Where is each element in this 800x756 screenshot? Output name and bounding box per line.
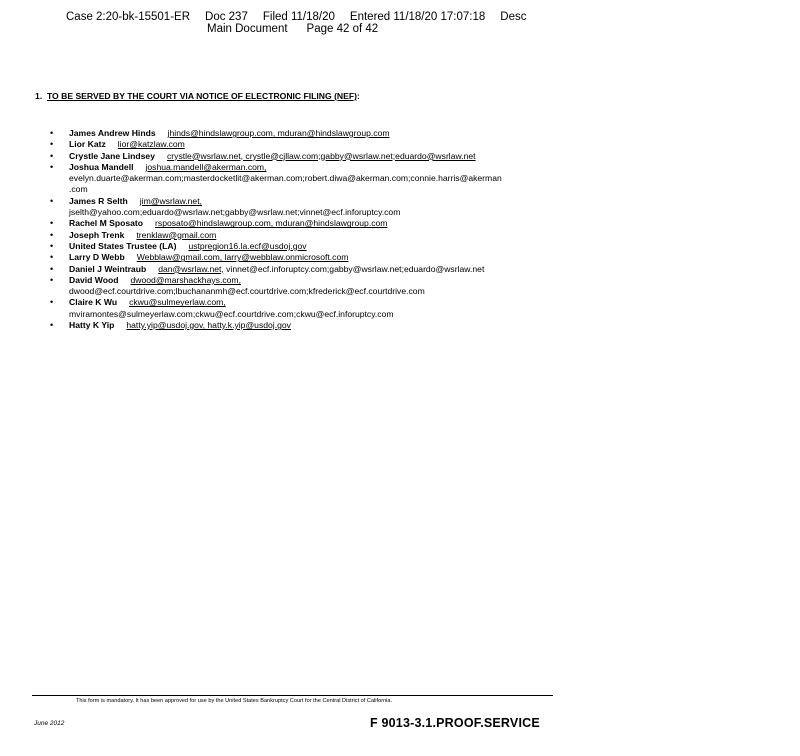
form-number: F 9013-3.1.PROOF.SERVICE — [370, 716, 540, 730]
bullet-icon: • — [50, 128, 54, 138]
party-emails[interactable]: ustpregion16.la.ecf@usdoj.gov — [188, 240, 307, 251]
party-emails[interactable]: Webblaw@gmail.com, larry@webblaw.onmicrosoft.com — [136, 252, 349, 263]
party-emails-continued: jselth@yahoo.com;eduardo@wsrlaw.net;gabby@wsrlaw.net;vinnet@ecf.inforuptcy.com — [69, 207, 401, 218]
party-name: Hatty K Yip — [69, 320, 115, 331]
party-emails-continued: mviramontes@sulmeyerlaw.com;ckwu@ecf.courtdrive.com;ckwu@ecf.inforuptcy.com — [69, 308, 394, 319]
party-name: James Andrew Hinds — [69, 128, 156, 138]
service-list-item — [48, 162, 558, 196]
party-emails[interactable]: crystle@wsrlaw.net, crystle@cjllaw.com;gabby@wsrlaw.net;eduardo@wsrlaw.net — [166, 150, 476, 161]
bullet-icon: • — [50, 263, 54, 274]
service-list-item — [48, 297, 558, 320]
party-emails-tail: vinnet@ecf.inforuptcy.com;gabby@wsrlaw.net;eduardo@wsrlaw.net — [226, 263, 485, 274]
party-emails[interactable]: lior@katzlaw.com — [117, 139, 185, 150]
party-emails-continued: dwood@ecf.courtdrive.com;lbuchananmh@ecf.courtdrive.com;kfrederick@ecf.courtdrive.com — [69, 286, 425, 297]
service-list-item — [48, 320, 558, 331]
bullet-icon: • — [50, 150, 54, 161]
party-emails[interactable]: jhinds@hindslawgroup.com, mduran@hindslawgroup.com — [167, 128, 390, 138]
service-list-item — [48, 230, 558, 241]
case-header-line2 — [207, 23, 378, 36]
case-number: Case 2:20-bk-15501-ER — [66, 11, 191, 23]
service-list-item — [48, 196, 558, 219]
bullet-icon: • — [50, 229, 54, 240]
section-title: TO BE SERVED BY THE COURT VIA NOTICE OF ELECTRONIC FILING (NEF) — [46, 91, 357, 101]
footer-date: June 2012 — [34, 720, 65, 727]
party-emails[interactable]: rsposato@hindslawgroup.com, mduran@hindslawgroup.com — [155, 218, 388, 229]
service-list-item — [48, 139, 558, 150]
party-emails[interactable]: joshua.mandell@akerman.com, — [145, 161, 267, 172]
party-emails[interactable]: jim@wsrlaw.net, — [139, 195, 202, 206]
filed-date: Filed 11/18/20 — [262, 11, 335, 23]
party-emails[interactable]: ckwu@sulmeyerlaw.com, — [129, 297, 226, 308]
desc-label: Desc — [500, 11, 527, 23]
bullet-icon: • — [50, 320, 54, 331]
service-list-item — [48, 218, 558, 229]
bullet-icon: • — [50, 274, 54, 285]
party-emails-continued-2: .com — [69, 184, 88, 195]
main-document-label: Main Document — [207, 23, 288, 35]
party-name: Larry D Webb — [69, 252, 125, 263]
service-list-item — [48, 151, 558, 162]
bullet-icon: • — [50, 139, 54, 150]
party-emails[interactable]: dan@wsrlaw.net, — [158, 263, 224, 274]
party-name: United States Trustee (LA) — [69, 240, 177, 251]
party-name: David Wood — [69, 274, 119, 285]
party-name: Crystle Jane Lindsey — [69, 150, 155, 161]
service-list — [48, 128, 558, 331]
party-name: Lior Katz — [69, 139, 106, 150]
page-number: Page 42 of 42 — [306, 23, 379, 35]
bullet-icon: • — [50, 297, 54, 308]
party-emails[interactable]: trenklaw@gmail.com — [136, 229, 217, 240]
service-list-item — [48, 275, 558, 298]
party-name: James R Selth — [69, 195, 128, 206]
section-suffix: : — [356, 91, 360, 101]
bullet-icon: • — [50, 252, 54, 263]
party-emails[interactable]: hatty.yip@usdoj.gov, hatty.k.yip@usdoj.gov — [126, 320, 291, 331]
footer-divider — [32, 695, 553, 696]
party-name: Daniel J Weintraub — [69, 263, 147, 274]
section-heading — [35, 91, 360, 101]
service-list-item — [48, 264, 558, 275]
doc-number: Doc 237 — [205, 11, 248, 23]
party-name: Rachel M Sposato — [69, 218, 144, 229]
service-list-item — [48, 128, 558, 139]
service-list-item — [48, 241, 558, 252]
party-name: Claire K Wu — [69, 297, 118, 308]
bullet-icon: • — [50, 195, 54, 206]
party-emails-continued: evelyn.duarte@akerman.com;masterdocketlit@akerman.com;robert.diwa@akerman.com;connie.harris@akerman — [69, 173, 502, 184]
service-list-item — [48, 252, 558, 263]
bullet-icon: • — [50, 218, 54, 229]
party-name: Joshua Mandell — [69, 161, 134, 172]
footer-note: This form is mandatory. It has been approved for use by the United States Bankruptcy Court for the Central District of California. — [76, 698, 393, 704]
bullet-icon: • — [50, 240, 54, 251]
bullet-icon: • — [50, 161, 54, 172]
party-emails[interactable]: dwood@marshackhays.com, — [130, 274, 241, 285]
section-number: 1. — [35, 91, 43, 101]
entered-date: Entered 11/18/20 17:07:18 — [349, 11, 486, 23]
party-name: Joseph Trenk — [69, 229, 125, 240]
